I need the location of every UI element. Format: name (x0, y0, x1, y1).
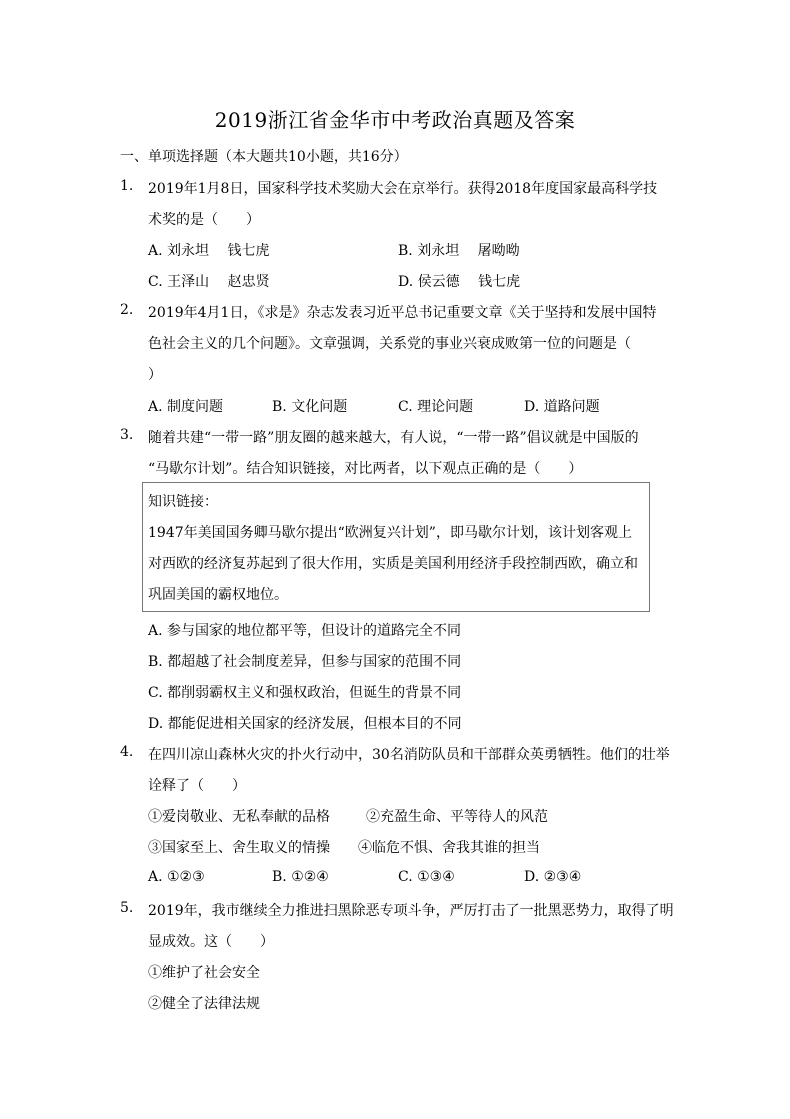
q1-option-d: D. 侯云德 钱七虎 (398, 274, 521, 290)
q5-statement-1: ①维护了社会安全 (148, 965, 260, 981)
knowledge-link-title: 知识链接： (148, 494, 218, 510)
q5-text-line2: 显成效。这（ ） (148, 934, 274, 950)
q2-option-a: A. 制度问题 (148, 399, 224, 415)
section-heading: 一、单项选择题（本大题共10小题，共16分） (120, 149, 408, 165)
q1-number: 1. (120, 178, 134, 194)
q3-option-b: B. 都超越了社会制度差异，但参与国家的范围不同 (148, 654, 462, 670)
q4-option-c: C. ①③④ (398, 869, 455, 885)
q5-statement-2: ②健全了法律法规 (148, 996, 260, 1012)
q2-option-c: C. 理论问题 (398, 399, 474, 415)
q1-option-b: B. 刘永坦 屠呦呦 (398, 243, 520, 259)
knowledge-link-line2: 对西欧的经济复苏起到了很大作用，实质是美国利用经济手段控制西欧，确立和 (148, 556, 638, 572)
q1-text-line2: 术奖的是（ ） (148, 212, 260, 228)
q5-text-line1: 2019年，我市继续全力推进扫黑除恶专项斗争，严厉打击了一批黑恶势力，取得了明 (148, 903, 674, 919)
page-title: 2019浙江省金华市中考政治真题及答案 (214, 108, 576, 132)
q2-option-b: B. 文化问题 (272, 399, 348, 415)
q1-option-c: C. 王泽山 赵忠贤 (148, 274, 270, 290)
q3-text-line1: 随着共建“一带一路”朋友圈的越来越大，有人说，“一带一路”倡议就是中国版的 (148, 430, 639, 446)
q1-option-a: A. 刘永坦 钱七虎 (148, 243, 270, 259)
q2-option-d: D. 道路问题 (524, 399, 600, 415)
q2-number: 2. (120, 302, 134, 318)
q4-option-d: D. ②③④ (524, 869, 582, 885)
q4-statement-4: ④临危不惧、舍我其谁的担当 (358, 840, 540, 856)
q4-statement-1: ①爱岗敬业、无私奉献的品格 (148, 809, 330, 825)
q4-text-line2: 诠释了（ ） (148, 778, 246, 794)
q2-text-line1: 2019年4月1日，《求是》杂志发表习近平总书记重要文章《关于坚持和发展中国特 (148, 305, 657, 321)
q5-number: 5. (120, 900, 134, 916)
q1-text-line1: 2019年1月8日，国家科学技术奖励大会在京举行。获得2018年度国家最高科学技 (148, 181, 658, 197)
q2-text-line3: ） (148, 367, 162, 383)
q3-option-a: A. 参与国家的地位都平等，但设计的道路完全不同 (148, 623, 462, 639)
q3-option-d: D. 都能促进相关国家的经济发展，但根本目的不同 (148, 716, 462, 732)
q3-number: 3. (120, 427, 134, 443)
q4-text-line1: 在四川凉山森林火灾的扑火行动中，30名消防队员和干部群众英勇牺牲。他们的壮举 (148, 747, 670, 763)
q4-statement-2: ②充盈生命、平等待人的风范 (366, 809, 548, 825)
knowledge-link-line3: 巩固美国的霸权地位。 (148, 587, 288, 603)
q3-text-line2: “马歇尔计划”。结合知识链接，对比两者，以下观点正确的是（ ） (148, 461, 583, 477)
q4-number: 4. (120, 744, 134, 760)
q4-option-a: A. ①②③ (148, 869, 205, 885)
q2-text-line2: 色社会主义的几个问题》。文章强调，关系党的事业兴衰成败第一位的问题是（ (148, 336, 631, 352)
q3-option-c: C. 都削弱霸权主义和强权政治，但诞生的背景不同 (148, 685, 462, 701)
q4-option-b: B. ①②④ (272, 869, 329, 885)
q4-statement-3: ③国家至上、舍生取义的情操 (148, 840, 330, 856)
knowledge-link-line1: 1947年美国国务卿马歇尔提出“欧洲复兴计划”，即马歇尔计划，该计划客观上 (148, 525, 632, 541)
